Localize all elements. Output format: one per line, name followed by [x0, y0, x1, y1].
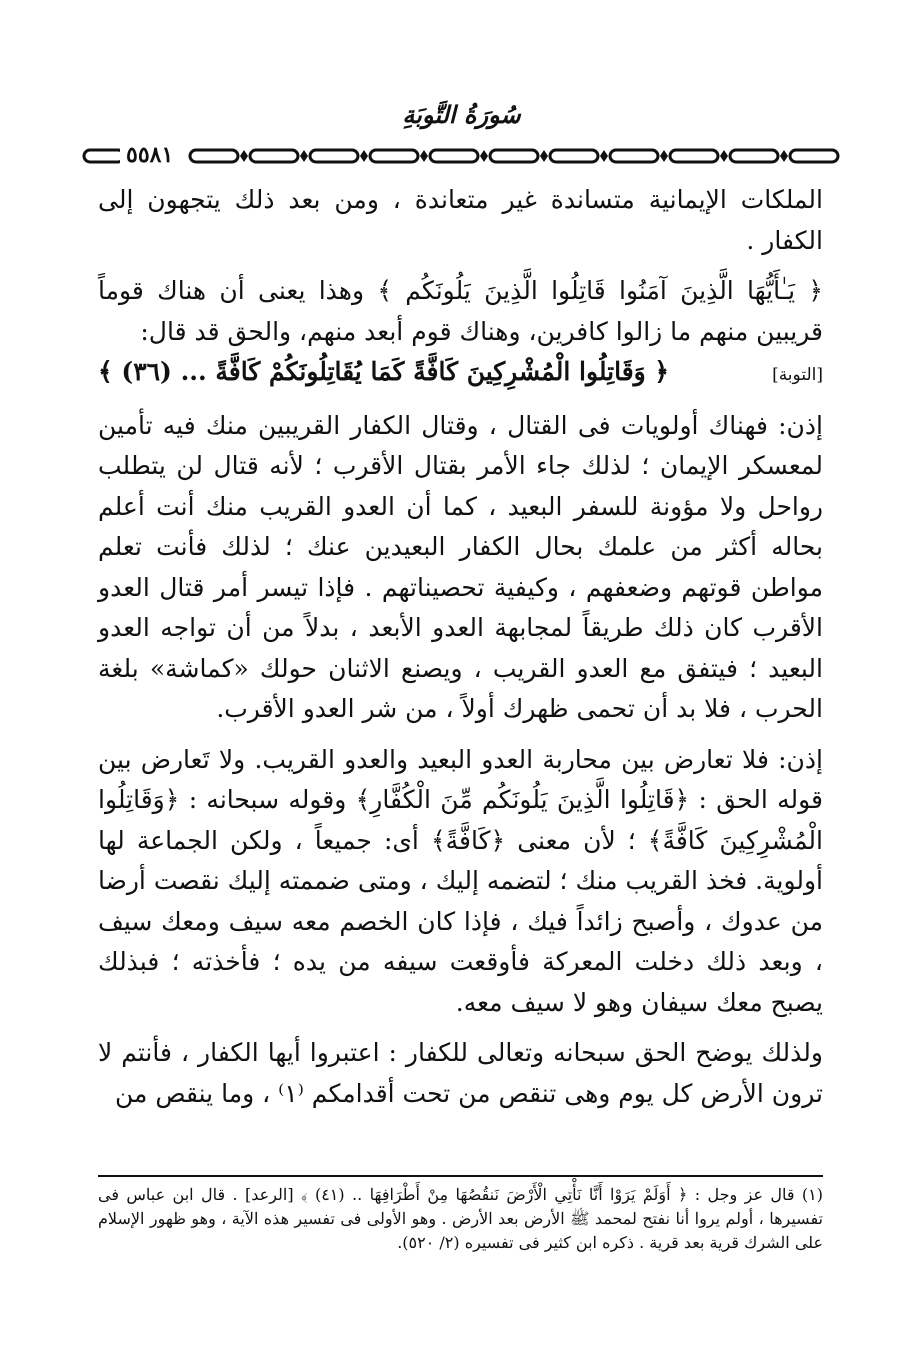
quran-verse-line	[98, 352, 823, 396]
surah-title: سُورَةُ التَّوبَةِ	[402, 100, 521, 129]
page-number: ٥٥٨١	[120, 142, 179, 168]
text-line: الملكات الإيمانية متساندة غير متعاندة ، ومن بعد ذلك يتجهون إلى الكفار .	[98, 185, 823, 255]
footnote-text: (١) قال عز وجل : ﴿ أَوَلَمْ يَرَوْا أَنَّا نَأْتِي الْأَرْضَ نَنقُصُهَا مِنْ أَطْرَافِهَا .. (٤١) ﴾ [الرعد] . قال ابن عباس فى تفسيرها ، أولم يروا أنا نفتح لمحمد ﷺ الأرض بعد الأرض . وهو الأولى فى تفسير هذه الآية ، وهو ظهور الإسلام على الشرك قرية بعد قرية . ذكره ابن كثير فى تفسيره (٢/ ٥٢٠).	[98, 1185, 824, 1252]
footnote-divider	[98, 1175, 823, 1177]
ornamental-border-icon	[80, 140, 843, 170]
paragraph: إذن: فهناك أولويات فى القتال ، وقتال الكفار القريبين منك فيه تأمين لمعسكر الإيمان ؛ لذلك جاء الأمر بقتال الأقرب ؛ لأنه قتال لن يتطلب رواحل ولا مؤونة للسفر البعيد ، كما أن العدو القريب منك أنت أعلم بحاله أكثر من علمك بحال الكفار البعيدين عنك ؛ لذلك فأنت تعلم مواطن قوتهم وضعفهم ، وكيفية تحصيناتهم . فإذا تيسر أمر قتال العدو الأقرب كان ذلك طريقاً لمجابهة العدو الأبعد ، بدلاً من أن تواجه العدو البعيد ؛ فيتفق مع العدو القريب ، ويصنع الاثنان حولك «كماشة» بلغة الحرب ، فلا بد أن تحمى ظهرك أولاً ، من شر العدو الأقرب.	[98, 410, 823, 723]
quran-verse: ﴿ وَقَاتِلُوا الْمُشْرِكِينَ كَافَّةً كَمَا يُقَاتِلُونَكُمْ كَافَّةً ... (٣٦) ﴾	[98, 357, 670, 386]
paragraph: إذن: فلا تعارض بين محاربة العدو البعيد والعدو القريب. ولا تَعارض بين قوله الحق : ﴿قَاتِلُوا الَّذِينَ يَلُونَكُم مِّنَ الْكُفَّارِ﴾ وقوله سبحانه : ﴿وَقَاتِلُوا الْمُشْرِكِينَ كَافَّةً﴾ ؛ لأن معنى ﴿كَافَّةً﴾ أى: جميعاً ، ولكن الجماعة لها أولوية. فخذ القريب منك ؛ لتضمه إليك ، ومتى ضممته إليك نقصت أرضا من عدوك ، وأصبح زائداً فيك ، فإذا كان الخصم معه سيف ومعك سيف ، وبعد ذلك دخلت المعركة فأوقعت سيفه من يده ؛ فأخذته ؛ فبذلك يصبح معك سيفان وهو لا سيف معه.	[98, 744, 823, 1017]
paragraph: ولذلك يوضح الحق سبحانه وتعالى للكفار : اعتبروا أيها الكفار ، فأنتم لا ترون الأرض كل يوم وهى تنقص من تحت أقدامكم ⁽١⁾ ، وما ينقص من	[98, 1038, 823, 1108]
footnotes	[98, 1183, 823, 1255]
main-text	[98, 180, 823, 1114]
paragraph: ﴿ يَـٰأَيُّهَا الَّذِينَ آمَنُوا قَاتِلُوا الَّذِينَ يَلُونَكُم ﴾ وهذا يعنى أن هناك قوماً قريبين منهم ما زالوا كافرين، وهناك قوم أبعد منهم، والحق قد قال:	[98, 276, 823, 346]
page-header	[80, 100, 843, 170]
surah-reference: [التوبة]	[772, 365, 823, 385]
